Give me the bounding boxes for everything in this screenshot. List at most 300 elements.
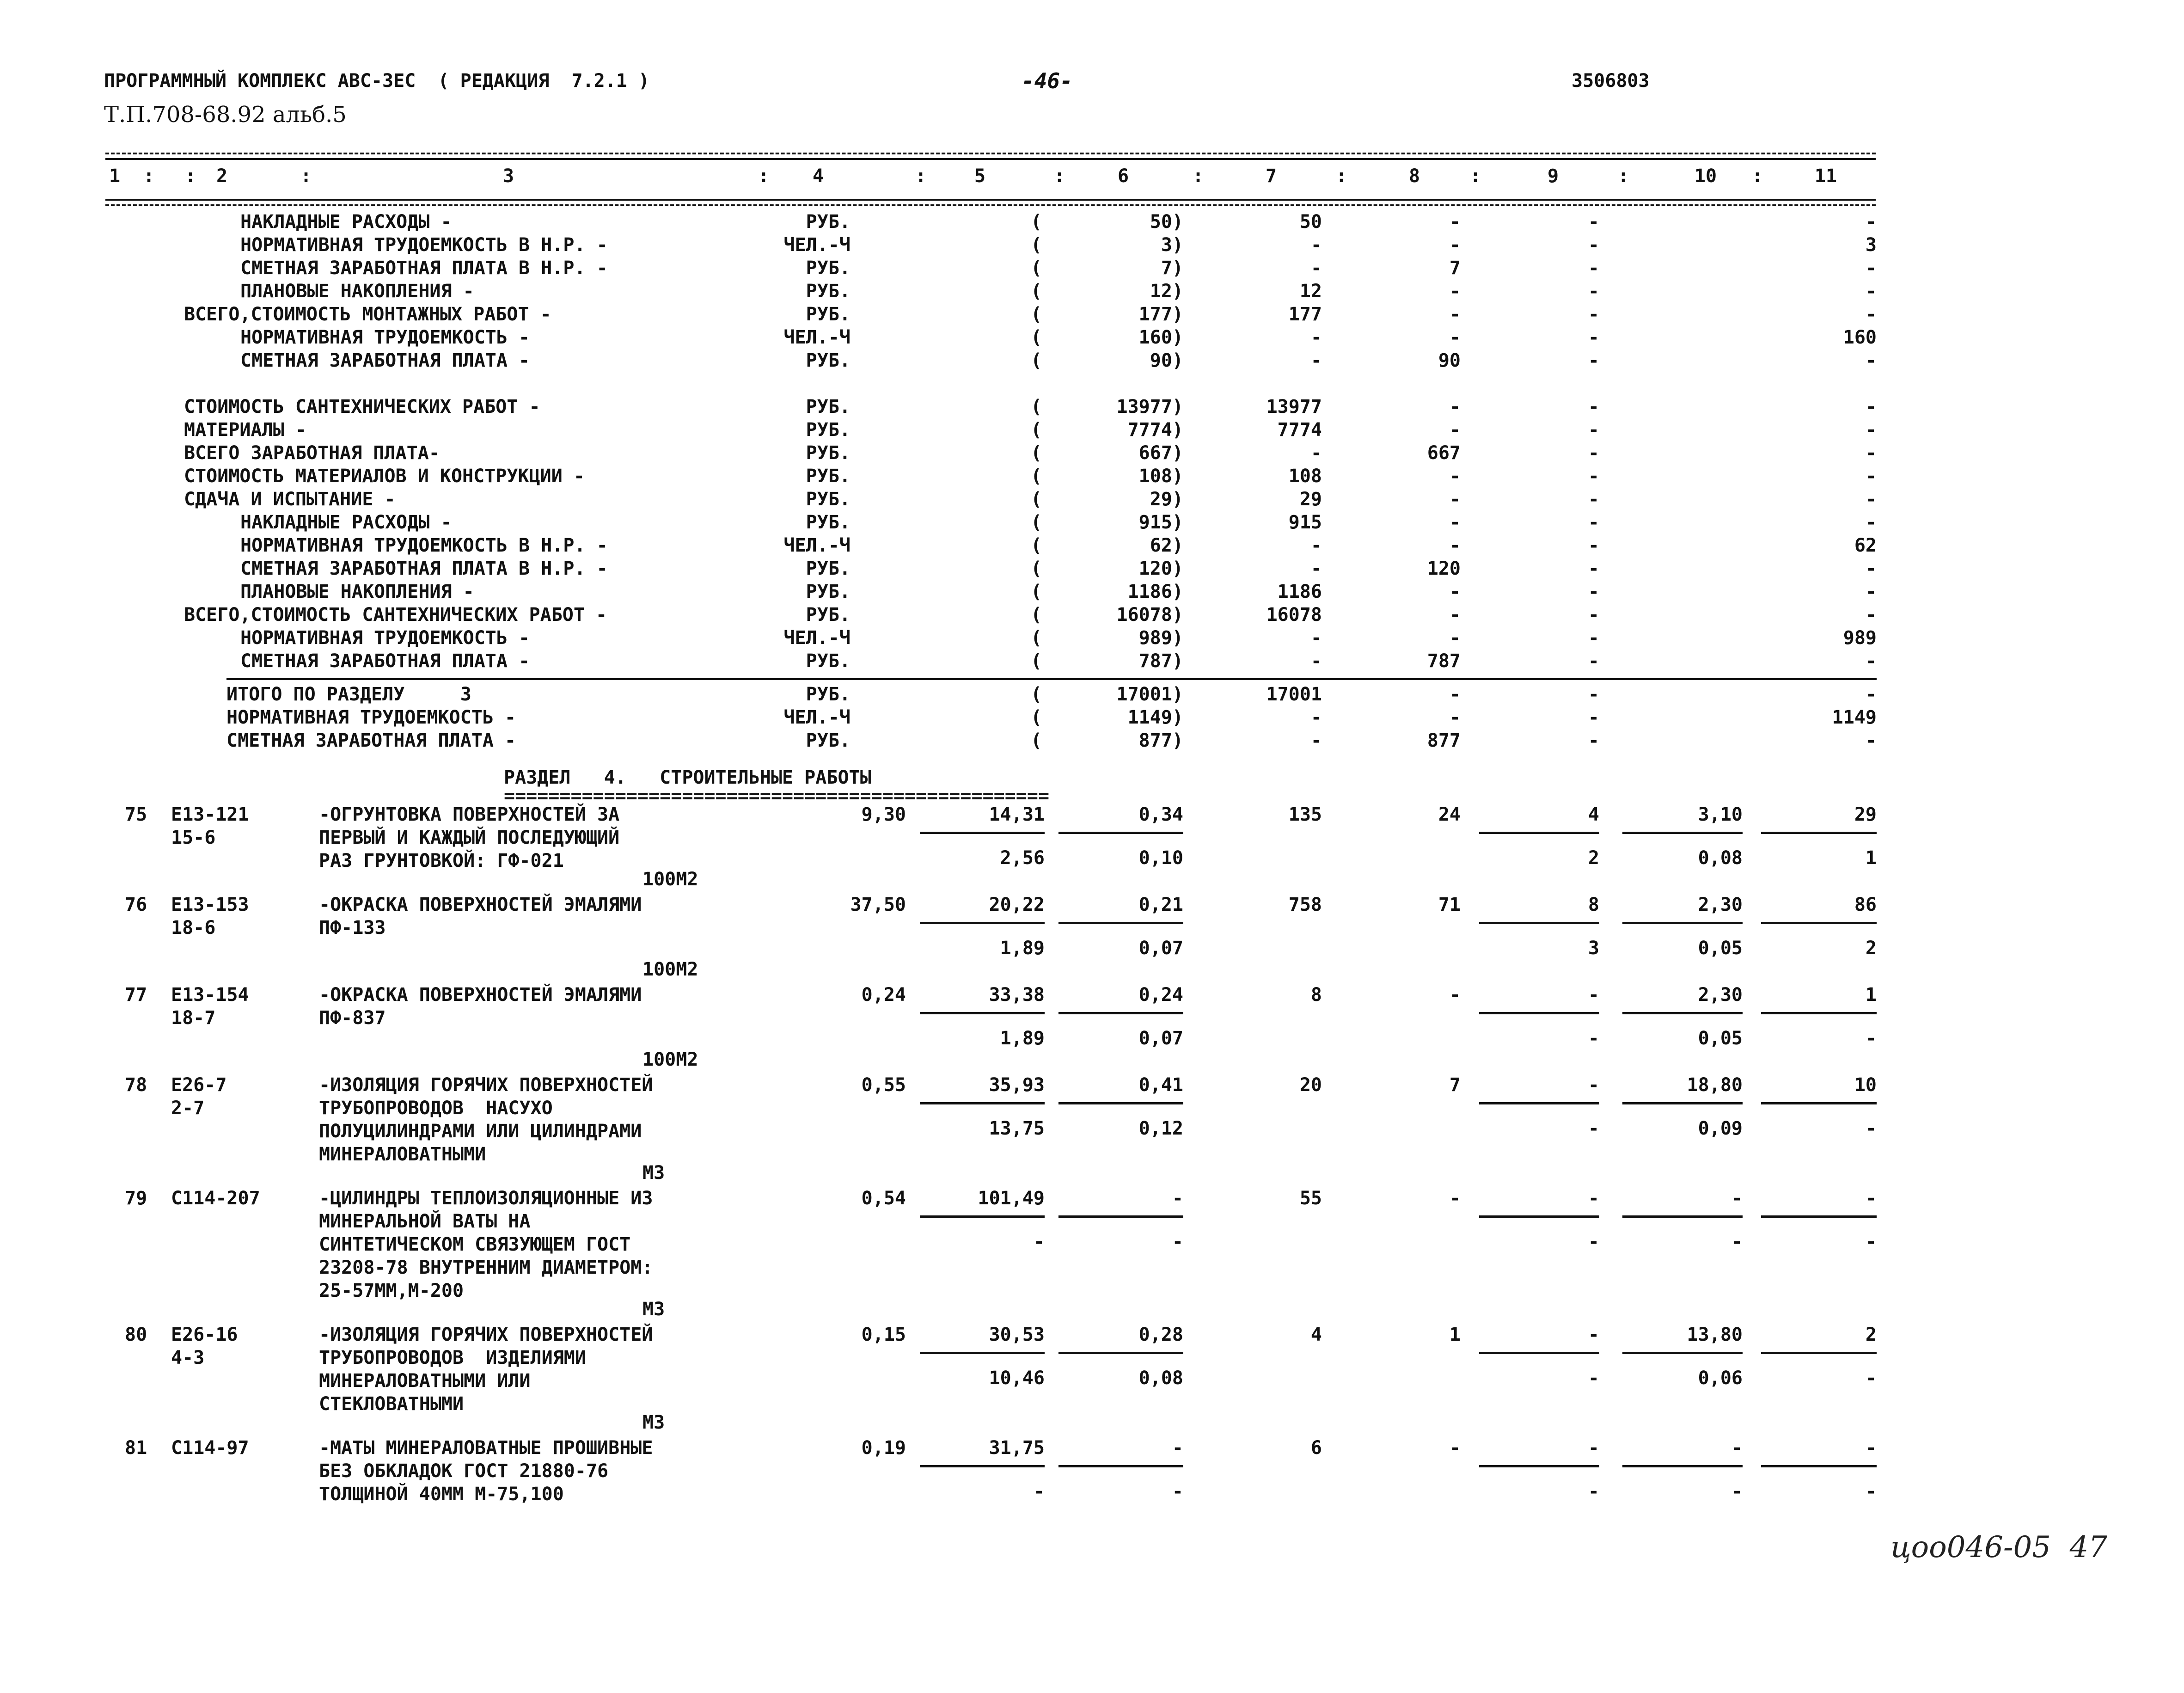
item-description: ТРУБОПРОВОДОВ ИЗДЕЛИЯМИ	[319, 1347, 586, 1368]
item-description: СИНТЕТИЧЕСКОМ СВЯЗУЮЩЕМ ГОСТ	[319, 1234, 631, 1255]
summary-row-value-c8: -	[1449, 327, 1461, 348]
summary-row-value-c9: -	[1588, 327, 1599, 348]
item-machine-cost: 8	[1588, 894, 1599, 915]
summary-row-bracket: (	[1031, 489, 1042, 510]
summary-row-value-c11: -	[1865, 558, 1877, 579]
item-description: СТЕКЛОВАТНЫМИ	[319, 1393, 464, 1415]
summary-row-unit: РУБ.	[806, 211, 850, 233]
column-header-7: 7	[1265, 166, 1277, 187]
summary-row-bracket: (	[1031, 512, 1042, 533]
item-unit: 100М2	[642, 869, 698, 890]
summary-row-value-c11: 3	[1865, 234, 1877, 256]
project-reference: Т.П.708-68.92 альб.5	[104, 102, 347, 128]
item-labor-total: 10	[1854, 1074, 1877, 1096]
column-separator: :	[1752, 166, 1763, 187]
item-unit-wage-sub: 0,07	[1138, 938, 1183, 959]
summary-row-bracket: (	[1031, 281, 1042, 302]
summary-row-value-c8: -	[1449, 512, 1461, 533]
summary-row-bracket: (	[1031, 211, 1042, 233]
summary-row-value-c11: -	[1865, 419, 1877, 441]
item-description: МИНЕРАЛЬНОЙ ВАТЫ НА	[319, 1211, 531, 1232]
item-wage-underline	[1058, 1012, 1183, 1014]
item-unit-price: 30,53	[989, 1324, 1045, 1345]
item-col10-sub: 0,09	[1698, 1118, 1743, 1139]
summary-row-label: ВСЕГО,СТОИМОСТЬ САНТЕХНИЧЕСКИХ РАБОТ -	[184, 604, 607, 626]
column-separator: :	[1336, 166, 1347, 187]
summary-row-unit: РУБ.	[806, 581, 850, 602]
summary-row-bracket: (	[1031, 442, 1042, 464]
item-labor-total: 2	[1865, 1324, 1877, 1345]
item-unit-price-sub: -	[1033, 1231, 1045, 1252]
item-col11-underline	[1761, 832, 1877, 834]
item-description: ПОЛУЦИЛИНДРАМИ ИЛИ ЦИЛИНДРАМИ	[319, 1121, 642, 1142]
summary-row-unit: РУБ.	[806, 258, 850, 279]
summary-row-value-c7: 915	[1288, 512, 1322, 533]
summary-row-unit: РУБ.	[806, 442, 850, 464]
item-description: -ОКРАСКА ПОВЕРХНОСТЕЙ ЭМАЛЯМИ	[319, 984, 642, 1006]
item-code: Е13-121	[171, 804, 249, 825]
item-description: ПФ-837	[319, 1007, 386, 1029]
item-unit-price-sub: 2,56	[1000, 847, 1045, 869]
item-col11-underline	[1761, 1352, 1877, 1354]
item-description: -ЦИЛИНДРЫ ТЕПЛОИЗОЛЯЦИОННЫЕ ИЗ	[319, 1188, 653, 1209]
item-unit: 100М2	[642, 1049, 698, 1070]
summary-row-value-c7: 7774	[1277, 419, 1322, 441]
summary-row-value-c6: 7)	[1161, 258, 1183, 279]
item-col11-underline	[1761, 922, 1877, 924]
column-header-3: 3	[502, 166, 514, 187]
page-number: -46-	[1022, 68, 1073, 93]
summary-row-value-c11: -	[1865, 211, 1877, 233]
summary-row-label: СТОИМОСТЬ САНТЕХНИЧЕСКИХ РАБОТ -	[184, 396, 540, 417]
item-col10-sub: 0,08	[1698, 847, 1743, 869]
summary-row-value-c6: 1186)	[1127, 581, 1183, 602]
summary-row-value-c9: -	[1588, 535, 1599, 556]
item-col9-sub: -	[1588, 1481, 1599, 1502]
section-total-value-c9: -	[1588, 684, 1599, 705]
summary-row-label: ПЛАНОВЫЕ НАКОПЛЕНИЯ -	[240, 581, 474, 602]
summary-row-value-c7: 29	[1299, 489, 1322, 510]
summary-row-label: НАКЛАДНЫЕ РАСХОДЫ -	[240, 512, 452, 533]
summary-row-value-c8: -	[1449, 581, 1461, 602]
header-rule-bottom	[105, 199, 1876, 201]
summary-row-value-c6: 787)	[1138, 650, 1183, 672]
summary-row-value-c8: 120	[1427, 558, 1461, 579]
summary-row-value-c6: 915)	[1138, 512, 1183, 533]
header-rule-bottom-2	[105, 204, 1876, 206]
summary-row-bracket: (	[1031, 327, 1042, 348]
item-col10-underline	[1622, 1352, 1743, 1354]
item-col9-sub: -	[1588, 1231, 1599, 1252]
section-total-value-c11: 1149	[1832, 707, 1877, 728]
column-separator: :	[1470, 166, 1481, 187]
item-price-underline	[920, 1352, 1045, 1354]
summary-row-unit: ЧЕЛ.-Ч	[783, 627, 850, 649]
item-col9-underline	[1479, 1215, 1599, 1218]
item-col10-sub: -	[1731, 1481, 1743, 1502]
summary-row-value-c8: -	[1449, 604, 1461, 626]
item-total-cost: 135	[1288, 804, 1322, 825]
summary-row-value-c8: -	[1449, 234, 1461, 256]
column-separator: :	[300, 166, 312, 187]
item-labor-norm: 18,80	[1687, 1074, 1743, 1096]
item-labor-norm: 13,80	[1687, 1324, 1743, 1345]
summary-row-value-c11: -	[1865, 396, 1877, 417]
item-col10-underline	[1622, 1012, 1743, 1014]
summary-row-value-c9: -	[1588, 650, 1599, 672]
summary-row-value-c7: -	[1310, 258, 1322, 279]
summary-row-label: ПЛАНОВЫЕ НАКОПЛЕНИЯ -	[240, 281, 474, 302]
item-unit-wage-sub: 0,10	[1138, 847, 1183, 869]
item-unit-price: 20,22	[989, 894, 1045, 915]
summary-row-value-c11: -	[1865, 650, 1877, 672]
summary-row-bracket: (	[1031, 419, 1042, 441]
item-code: Е26-16	[171, 1324, 238, 1345]
summary-row-value-c7: 50	[1299, 211, 1322, 233]
summary-row-label: НАКЛАДНЫЕ РАСХОДЫ -	[240, 211, 452, 233]
summary-row-value-c9: -	[1588, 396, 1599, 417]
section-total-value-c8: -	[1449, 684, 1461, 705]
item-description: ТОЛЩИНОЙ 40ММ М-75,100	[319, 1484, 564, 1505]
summary-row-bracket: (	[1031, 304, 1042, 325]
item-price-underline	[920, 1215, 1045, 1218]
summary-row-bracket: (	[1031, 350, 1042, 371]
summary-row-value-c9: -	[1588, 304, 1599, 325]
item-code: Е13-153	[171, 894, 249, 915]
column-separator: :	[1618, 166, 1629, 187]
item-col10-sub: 0,05	[1698, 1028, 1743, 1049]
summary-row-label: СДАЧА И ИСПЫТАНИЕ -	[184, 489, 396, 510]
item-number: 78	[125, 1074, 147, 1096]
column-header-1: 1	[109, 166, 121, 187]
item-machine-cost: -	[1588, 984, 1599, 1006]
summary-row-value-c8: 90	[1438, 350, 1461, 371]
item-price-underline	[920, 922, 1045, 924]
section-total-value-c9: -	[1588, 730, 1599, 751]
item-col11-underline	[1761, 1215, 1877, 1218]
summary-row-unit: РУБ.	[806, 512, 850, 533]
item-col9-sub: 2	[1588, 847, 1599, 869]
summary-row-label: СМЕТНАЯ ЗАРАБОТНАЯ ПЛАТА В Н.Р. -	[240, 258, 608, 279]
summary-row-value-c9: -	[1588, 489, 1599, 510]
section-total-value-c7: 17001	[1266, 684, 1322, 705]
summary-row-value-c11: -	[1865, 304, 1877, 325]
section-total-bracket: (	[1031, 707, 1042, 728]
summary-row-label: ВСЕГО ЗАРАБОТНАЯ ПЛАТА-	[184, 442, 440, 464]
summary-row-value-c11: 62	[1854, 535, 1877, 556]
item-description: ПФ-133	[319, 917, 386, 939]
item-col10-underline	[1622, 1465, 1743, 1467]
item-col9-underline	[1479, 1012, 1599, 1014]
item-wage-underline	[1058, 1465, 1183, 1467]
item-code: Е13-154	[171, 984, 249, 1006]
item-machine-cost: -	[1588, 1437, 1599, 1459]
summary-row-value-c7: -	[1310, 327, 1322, 348]
summary-row-unit: РУБ.	[806, 304, 850, 325]
item-total-cost: 20	[1299, 1074, 1322, 1096]
summary-row-value-c7: 108	[1288, 466, 1322, 487]
summary-row-value-c6: 3)	[1161, 234, 1183, 256]
summary-row-unit: РУБ.	[806, 281, 850, 302]
item-description: 23208-78 ВНУТРЕННИМ ДИАМЕТРОМ:	[319, 1257, 653, 1278]
column-header-11: 11	[1814, 166, 1837, 187]
item-machine-cost: 4	[1588, 804, 1599, 825]
summary-row-value-c7: -	[1310, 350, 1322, 371]
section-total-label: НОРМАТИВНАЯ ТРУДОЕМКОСТЬ -	[226, 707, 516, 728]
item-description: 25-57ММ,М-200	[319, 1280, 464, 1301]
summary-row-value-c11: -	[1865, 512, 1877, 533]
item-quantity: 0,24	[861, 984, 906, 1006]
item-wage-underline	[1058, 1352, 1183, 1354]
summary-row-bracket: (	[1031, 604, 1042, 626]
summary-row-value-c8: -	[1449, 304, 1461, 325]
item-quantity: 0,19	[861, 1437, 906, 1459]
section-total-value-c6: 17001)	[1116, 684, 1183, 705]
item-description: МИНЕРАЛОВАТНЫМИ ИЛИ	[319, 1370, 531, 1392]
column-header-6: 6	[1117, 166, 1129, 187]
summary-row-value-c6: 62)	[1150, 535, 1183, 556]
item-col10-underline	[1622, 832, 1743, 834]
summary-row-value-c11: -	[1865, 442, 1877, 464]
item-unit-price-sub: 13,75	[989, 1118, 1045, 1139]
section-total-rule	[226, 678, 1877, 680]
item-code: С114-207	[171, 1188, 260, 1209]
item-price-underline	[920, 1012, 1045, 1014]
summary-row-unit: РУБ.	[806, 466, 850, 487]
item-quantity: 0,55	[861, 1074, 906, 1096]
item-description: -МАТЫ МИНЕРАЛОВАТНЫЕ ПРОШИВНЫЕ	[319, 1437, 653, 1459]
item-number: 77	[125, 984, 147, 1006]
column-separator: :	[758, 166, 770, 187]
summary-row-unit: РУБ.	[806, 604, 850, 626]
item-price-underline	[920, 832, 1045, 834]
summary-row-value-c6: 16078)	[1116, 604, 1183, 626]
item-description: МИНЕРАЛОВАТНЫМИ	[319, 1144, 486, 1165]
column-header-8: 8	[1408, 166, 1420, 187]
item-col9-underline	[1479, 832, 1599, 834]
item-total-wage: 1	[1449, 1324, 1461, 1345]
item-wage-underline	[1058, 1102, 1183, 1104]
summary-row-value-c9: -	[1588, 419, 1599, 441]
item-unit-wage-sub: -	[1172, 1481, 1183, 1502]
summary-row-label: НОРМАТИВНАЯ ТРУДОЕМКОСТЬ В Н.Р. -	[240, 535, 608, 556]
item-unit: М3	[642, 1162, 665, 1184]
item-wage-underline	[1058, 922, 1183, 924]
item-labor-total: 1	[1865, 984, 1877, 1006]
summary-row-value-c11: -	[1865, 466, 1877, 487]
section-total-value-c6: 877)	[1138, 730, 1183, 751]
summary-row-bracket: (	[1031, 581, 1042, 602]
item-unit-wage-sub: 0,07	[1138, 1028, 1183, 1049]
summary-row-value-c6: 13977)	[1116, 396, 1183, 417]
item-labor-total: 86	[1854, 894, 1877, 915]
item-unit-wage: 0,21	[1138, 894, 1183, 915]
item-col11-sub: -	[1865, 1028, 1877, 1049]
summary-row-value-c8: 667	[1427, 442, 1461, 464]
summary-row-value-c9: -	[1588, 258, 1599, 279]
summary-row-unit: РУБ.	[806, 489, 850, 510]
item-code: 4-3	[171, 1347, 205, 1368]
summary-row-value-c7: -	[1310, 650, 1322, 672]
item-col11-sub: 2	[1865, 938, 1877, 959]
header-rule-top-2	[105, 158, 1876, 160]
summary-row-value-c8: -	[1449, 396, 1461, 417]
item-labor-norm: -	[1731, 1437, 1743, 1459]
summary-row-value-c7: -	[1310, 535, 1322, 556]
summary-row-label: НОРМАТИВНАЯ ТРУДОЕМКОСТЬ -	[240, 627, 530, 649]
summary-row-value-c6: 667)	[1138, 442, 1183, 464]
summary-row-value-c7: -	[1310, 234, 1322, 256]
item-labor-norm: -	[1731, 1188, 1743, 1209]
item-description: -ИЗОЛЯЦИЯ ГОРЯЧИХ ПОВЕРХНОСТЕЙ	[319, 1324, 653, 1345]
item-price-underline	[920, 1465, 1045, 1467]
item-col11-sub: -	[1865, 1118, 1877, 1139]
summary-row-value-c8: -	[1449, 466, 1461, 487]
item-col9-underline	[1479, 1352, 1599, 1354]
section-title-underline: =================================================	[504, 785, 1050, 807]
summary-row-value-c8: -	[1449, 419, 1461, 441]
summary-row-value-c6: 29)	[1150, 489, 1183, 510]
column-header-2: 2	[216, 166, 228, 187]
item-total-wage: -	[1449, 1437, 1461, 1459]
summary-row-value-c8: -	[1449, 489, 1461, 510]
item-col9-underline	[1479, 922, 1599, 924]
document-code: 3506803	[1572, 70, 1650, 92]
item-description: -ИЗОЛЯЦИЯ ГОРЯЧИХ ПОВЕРХНОСТЕЙ	[319, 1074, 653, 1096]
summary-row-value-c11: 989	[1843, 627, 1877, 649]
item-description: ТРУБОПРОВОДОВ НАСУХО	[319, 1098, 553, 1119]
summary-row-unit: ЧЕЛ.-Ч	[783, 234, 850, 256]
item-total-cost: 4	[1310, 1324, 1322, 1345]
item-col11-sub: -	[1865, 1481, 1877, 1502]
summary-row-value-c11: -	[1865, 281, 1877, 302]
section-total-value-c9: -	[1588, 707, 1599, 728]
item-machine-cost: -	[1588, 1074, 1599, 1096]
program-title: ПРОГРАММНЫЙ КОМПЛЕКС АВС-3ЕС ( РЕДАКЦИЯ 7.2.1 )	[104, 70, 650, 92]
summary-row-bracket: (	[1031, 650, 1042, 672]
item-total-wage: 24	[1438, 804, 1461, 825]
item-unit-wage: 0,34	[1138, 804, 1183, 825]
summary-row-value-c8: -	[1449, 281, 1461, 302]
summary-row-value-c11: -	[1865, 581, 1877, 602]
summary-row-value-c6: 90)	[1150, 350, 1183, 371]
summary-row-value-c9: -	[1588, 558, 1599, 579]
summary-row-value-c8: -	[1449, 211, 1461, 233]
column-separator: :	[185, 166, 196, 187]
item-unit: М3	[642, 1299, 665, 1320]
summary-row-unit: ЧЕЛ.-Ч	[783, 535, 850, 556]
summary-row-value-c11: -	[1865, 350, 1877, 371]
summary-row-value-c11: -	[1865, 489, 1877, 510]
item-unit-wage: -	[1172, 1188, 1183, 1209]
section-total-value-c8: -	[1449, 707, 1461, 728]
item-unit-price: 14,31	[989, 804, 1045, 825]
summary-row-unit: РУБ.	[806, 419, 850, 441]
item-code: 18-7	[171, 1007, 216, 1029]
summary-row-value-c6: 160)	[1138, 327, 1183, 348]
item-machine-cost: -	[1588, 1324, 1599, 1345]
item-total-wage: -	[1449, 1188, 1461, 1209]
item-unit-price: 101,49	[978, 1188, 1045, 1209]
summary-row-label: МАТЕРИАЛЫ -	[184, 419, 306, 441]
column-header-5: 5	[974, 166, 986, 187]
summary-row-value-c9: -	[1588, 281, 1599, 302]
item-unit: М3	[642, 1412, 665, 1433]
header-rule-top	[105, 153, 1876, 154]
summary-row-value-c6: 12)	[1150, 281, 1183, 302]
summary-row-bracket: (	[1031, 627, 1042, 649]
item-unit-price: 31,75	[989, 1437, 1045, 1459]
summary-row-value-c6: 989)	[1138, 627, 1183, 649]
item-unit-wage: -	[1172, 1437, 1183, 1459]
summary-row-value-c9: -	[1588, 581, 1599, 602]
item-unit-wage: 0,24	[1138, 984, 1183, 1006]
summary-row-label: СМЕТНАЯ ЗАРАБОТНАЯ ПЛАТА В Н.Р. -	[240, 558, 608, 579]
item-col10-sub: 0,05	[1698, 938, 1743, 959]
item-quantity: 37,50	[850, 894, 906, 915]
item-total-cost: 6	[1310, 1437, 1322, 1459]
item-description: -ОКРАСКА ПОВЕРХНОСТЕЙ ЭМАЛЯМИ	[319, 894, 642, 915]
section-total-bracket: (	[1031, 730, 1042, 751]
summary-row-value-c9: -	[1588, 350, 1599, 371]
item-price-underline	[920, 1102, 1045, 1104]
summary-row-value-c6: 120)	[1138, 558, 1183, 579]
item-labor-norm: 3,10	[1698, 804, 1743, 825]
item-col10-underline	[1622, 1102, 1743, 1104]
item-unit-wage-sub: -	[1172, 1231, 1183, 1252]
item-code: Е26-7	[171, 1074, 227, 1096]
summary-row-unit: РУБ.	[806, 396, 850, 417]
item-machine-cost: -	[1588, 1188, 1599, 1209]
handwritten-archive-number: цоо046-05 47	[1890, 1530, 2108, 1564]
item-labor-total: -	[1865, 1188, 1877, 1209]
summary-row-value-c6: 108)	[1138, 466, 1183, 487]
item-col11-underline	[1761, 1465, 1877, 1467]
item-col10-underline	[1622, 922, 1743, 924]
summary-row-bracket: (	[1031, 466, 1042, 487]
summary-row-bracket: (	[1031, 234, 1042, 256]
item-quantity: 9,30	[861, 804, 906, 825]
summary-row-value-c7: -	[1310, 558, 1322, 579]
item-col11-sub: 1	[1865, 847, 1877, 869]
summary-row-value-c8: -	[1449, 627, 1461, 649]
summary-row-value-c9: -	[1588, 442, 1599, 464]
summary-row-unit: ЧЕЛ.-Ч	[783, 327, 850, 348]
item-description: БЕЗ ОБКЛАДОК ГОСТ 21880-76	[319, 1460, 609, 1482]
item-number: 76	[125, 894, 147, 915]
summary-row-value-c6: 177)	[1138, 304, 1183, 325]
item-col9-sub: -	[1588, 1028, 1599, 1049]
item-code: С114-97	[171, 1437, 249, 1459]
item-total-cost: 758	[1288, 894, 1322, 915]
item-labor-norm: 2,30	[1698, 894, 1743, 915]
summary-row-value-c11: -	[1865, 258, 1877, 279]
section-total-bracket: (	[1031, 684, 1042, 705]
item-unit-wage-sub: 0,08	[1138, 1368, 1183, 1389]
summary-row-value-c7: 12	[1299, 281, 1322, 302]
section-total-unit: ЧЕЛ.-Ч	[783, 707, 850, 728]
item-unit-price: 35,93	[989, 1074, 1045, 1096]
item-unit-wage-sub: 0,12	[1138, 1118, 1183, 1139]
item-number: 75	[125, 804, 147, 825]
summary-row-value-c7: 13977	[1266, 396, 1322, 417]
item-total-wage: 7	[1449, 1074, 1461, 1096]
section-total-unit: РУБ.	[806, 730, 850, 751]
item-code: 2-7	[171, 1098, 205, 1119]
item-unit-price: 33,38	[989, 984, 1045, 1006]
section-total-value-c8: 877	[1427, 730, 1461, 751]
section-title: РАЗДЕЛ 4. СТРОИТЕЛЬНЫЕ РАБОТЫ	[504, 767, 871, 788]
